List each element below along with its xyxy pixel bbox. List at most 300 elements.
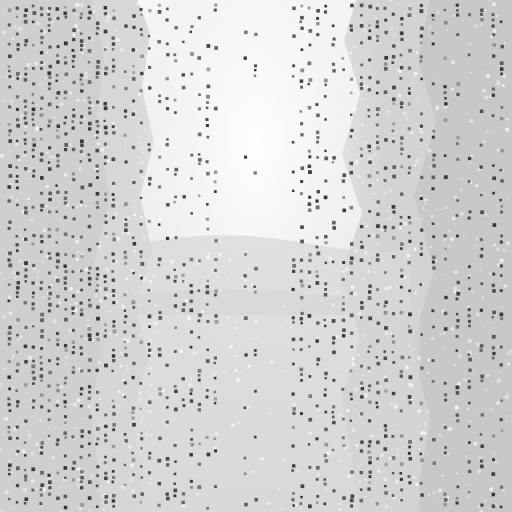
dot-mark: [63, 264, 66, 267]
speckle-mark: [304, 47, 305, 48]
dot-mark: [56, 164, 59, 167]
dot-mark: [244, 316, 248, 320]
dot-mark: [181, 274, 184, 277]
speckle-mark: [126, 368, 129, 371]
dot-mark: [392, 165, 396, 169]
dot-mark: [64, 42, 68, 46]
dot-mark: [148, 471, 151, 474]
dot-mark: [48, 303, 52, 307]
speckle-mark: [308, 67, 309, 68]
speckle-mark: [486, 129, 490, 133]
dot-mark: [16, 501, 18, 503]
dot-mark: [206, 203, 209, 206]
dot-mark: [350, 114, 352, 116]
dot-mark: [214, 402, 216, 404]
speckle-mark: [398, 94, 402, 98]
speckle-mark: [497, 379, 501, 383]
dot-mark: [48, 146, 51, 149]
dot-mark: [481, 379, 484, 382]
speckle-mark: [226, 231, 230, 235]
dot-mark: [491, 316, 494, 319]
speckle-mark: [78, 167, 82, 171]
dot-mark: [444, 399, 447, 402]
speckle-mark: [468, 160, 472, 164]
dot-mark: [361, 387, 364, 390]
speckle-mark: [59, 385, 63, 389]
dot-mark: [48, 435, 50, 437]
dot-mark: [492, 458, 495, 461]
dot-mark: [350, 420, 352, 422]
dot-mark: [64, 97, 67, 100]
dot-mark: [324, 288, 327, 291]
speckle-mark: [345, 268, 348, 271]
speckle-mark: [21, 449, 25, 453]
dot-mark: [468, 402, 471, 405]
speckle-mark: [20, 336, 22, 338]
speckle-mark: [76, 206, 79, 209]
dot-mark: [292, 270, 295, 273]
speckle-mark: [363, 28, 367, 32]
dot-mark: [468, 441, 471, 444]
dot-mark: [112, 260, 115, 263]
dot-mark: [392, 312, 395, 315]
dot-mark: [40, 374, 44, 378]
dot-mark: [369, 262, 371, 264]
speckle-mark: [245, 142, 248, 145]
dot-mark: [292, 141, 295, 144]
dot-mark: [207, 507, 209, 509]
speckle-mark: [244, 279, 246, 281]
dot-mark: [96, 120, 99, 123]
dot-mark: [301, 48, 304, 51]
dot-mark: [468, 308, 471, 311]
dot-mark: [206, 172, 210, 176]
dot-mark: [32, 399, 35, 402]
dot-mark: [392, 122, 395, 125]
dot-mark: [80, 144, 83, 147]
dot-mark: [468, 157, 471, 160]
dot-mark: [392, 210, 395, 213]
dot-mark: [360, 41, 363, 44]
dot-mark: [384, 311, 388, 315]
dot-mark: [315, 281, 319, 285]
speckle-mark: [101, 502, 103, 504]
dot-mark: [72, 120, 74, 122]
speckle-mark: [448, 427, 452, 431]
dot-mark: [132, 77, 136, 81]
dot-mark: [444, 452, 447, 455]
dot-mark: [88, 277, 92, 281]
dot-mark: [88, 397, 91, 400]
dot-mark: [63, 12, 67, 16]
dot-mark: [400, 242, 403, 245]
speckle-mark: [320, 66, 323, 69]
speckle-mark: [271, 210, 273, 212]
dot-mark: [350, 78, 353, 81]
dot-mark: [16, 286, 20, 290]
dot-mark: [315, 199, 318, 202]
dot-mark: [24, 211, 28, 215]
dot-mark: [24, 14, 27, 17]
dot-mark: [444, 118, 448, 122]
speckle-mark: [465, 455, 468, 458]
dot-mark: [7, 375, 11, 379]
dot-mark: [96, 505, 98, 507]
dot-mark: [182, 280, 184, 282]
dot-mark: [72, 467, 75, 470]
speckle-mark: [133, 250, 136, 253]
dot-mark: [65, 270, 68, 273]
speckle-mark: [305, 293, 307, 295]
dot-mark: [444, 296, 447, 299]
dot-mark: [198, 259, 201, 262]
speckle-mark: [77, 478, 80, 481]
speckle-mark: [458, 98, 460, 100]
speckle-mark: [397, 424, 399, 426]
speckle-mark: [399, 227, 402, 230]
dot-mark: [445, 248, 447, 250]
dot-mark: [32, 67, 35, 70]
dot-mark: [360, 306, 364, 310]
dot-mark: [190, 438, 193, 441]
speckle-mark: [388, 286, 392, 290]
dot-mark: [96, 277, 99, 280]
dot-mark: [384, 429, 387, 432]
speckle-mark: [186, 178, 189, 181]
dot-mark: [47, 125, 50, 128]
dot-mark: [500, 399, 503, 402]
dot-mark: [457, 82, 461, 86]
speckle-mark: [344, 313, 347, 316]
dot-mark: [480, 375, 484, 379]
speckle-mark: [376, 3, 378, 5]
speckle-mark: [13, 25, 17, 29]
speckle-mark: [186, 5, 190, 9]
speckle-mark: [476, 313, 479, 316]
dot-mark: [300, 16, 304, 20]
dot-mark: [80, 139, 84, 143]
speckle-mark: [11, 472, 13, 474]
dot-mark: [112, 505, 115, 508]
speckle-mark: [276, 92, 279, 95]
dot-mark: [80, 279, 83, 282]
dot-mark: [468, 216, 471, 219]
speckle-mark: [266, 185, 267, 186]
dot-mark: [16, 72, 20, 76]
dot-mark: [323, 319, 325, 321]
speckle-mark: [431, 337, 435, 341]
speckle-mark: [248, 406, 251, 409]
dot-mark: [401, 356, 405, 360]
speckle-mark: [453, 286, 457, 290]
dot-mark: [342, 444, 345, 447]
dot-mark: [56, 97, 58, 99]
dot-mark: [55, 80, 57, 82]
dot-mark: [324, 394, 327, 397]
dot-mark: [368, 109, 371, 112]
dot-mark: [376, 224, 380, 228]
dot-mark: [166, 138, 168, 140]
speckle-mark: [76, 258, 79, 261]
dot-mark: [190, 480, 193, 483]
speckle-mark: [339, 20, 341, 22]
dot-mark: [350, 398, 353, 401]
dot-mark: [8, 43, 11, 46]
speckle-mark: [297, 469, 300, 472]
dot-mark: [9, 174, 13, 178]
speckle-mark: [153, 448, 155, 450]
dot-mark: [420, 459, 424, 463]
speckle-mark: [431, 215, 434, 218]
dot-mark: [444, 175, 448, 179]
dot-mark: [112, 157, 116, 161]
speckle-mark: [23, 264, 25, 266]
dot-mark: [24, 151, 27, 154]
dot-mark: [56, 253, 60, 257]
dot-mark: [299, 368, 303, 372]
dot-mark: [56, 363, 58, 365]
dot-mark: [125, 218, 128, 221]
dot-mark: [384, 19, 387, 22]
dot-mark: [88, 267, 91, 270]
dot-mark: [96, 437, 99, 440]
dot-mark: [132, 417, 135, 420]
dot-mark: [174, 99, 177, 102]
dot-mark: [316, 17, 319, 20]
speckle-mark: [31, 479, 35, 483]
dot-mark: [8, 55, 11, 58]
dot-mark: [368, 184, 371, 187]
dot-mark: [292, 492, 295, 495]
dot-mark: [500, 179, 503, 182]
dot-mark: [190, 73, 193, 76]
dot-mark: [244, 253, 247, 256]
dot-mark: [80, 476, 84, 480]
dot-mark: [148, 401, 152, 405]
speckle-mark: [476, 342, 480, 346]
dot-mark: [96, 243, 98, 245]
dot-mark: [48, 371, 52, 375]
dot-mark: [158, 257, 162, 261]
speckle-mark: [210, 269, 212, 271]
speckle-mark: [353, 107, 357, 111]
speckle-mark: [487, 374, 490, 377]
speckle-mark: [450, 59, 451, 60]
speckle-mark: [102, 70, 104, 72]
dot-mark: [432, 83, 435, 86]
speckle-mark: [151, 395, 154, 398]
speckle-mark: [253, 271, 254, 272]
dot-mark: [376, 339, 379, 342]
speckle-mark: [47, 93, 49, 95]
dot-mark: [316, 321, 319, 324]
speckle-mark: [260, 457, 264, 461]
dot-mark: [139, 382, 142, 385]
dot-mark: [376, 171, 379, 174]
speckle-mark: [493, 243, 496, 246]
dot-mark: [40, 61, 43, 64]
dot-mark: [420, 176, 423, 179]
speckle-mark: [81, 52, 83, 54]
dot-mark: [480, 465, 484, 469]
dot-mark: [456, 335, 459, 338]
dot-mark: [376, 356, 378, 358]
dot-mark: [400, 147, 403, 150]
dot-mark: [32, 371, 35, 374]
speckle-mark: [442, 240, 445, 243]
dot-mark: [124, 87, 127, 90]
speckle-mark: [164, 141, 167, 144]
dot-mark: [166, 493, 169, 496]
speckle-mark: [288, 185, 291, 188]
dot-mark: [408, 13, 412, 17]
dot-mark: [368, 24, 371, 27]
dot-mark: [408, 92, 411, 95]
speckle-mark: [79, 203, 82, 206]
dot-mark: [190, 388, 193, 391]
speckle-mark: [117, 404, 120, 407]
dot-mark: [342, 209, 346, 213]
speckle-mark: [103, 508, 105, 510]
dot-mark: [111, 481, 114, 484]
speckle-mark: [54, 17, 56, 19]
speckle-mark: [389, 206, 391, 208]
dot-mark: [57, 91, 61, 95]
dot-mark: [316, 495, 319, 498]
dot-mark: [89, 101, 92, 104]
dot-mark: [112, 494, 116, 498]
dot-mark: [316, 275, 319, 278]
speckle-mark: [150, 424, 153, 427]
dot-mark: [324, 372, 327, 375]
speckle-mark: [224, 71, 226, 73]
dot-mark: [400, 499, 402, 501]
dot-mark: [132, 100, 135, 103]
dot-mark: [244, 56, 247, 59]
dot-mark: [96, 369, 99, 372]
dot-mark: [40, 451, 43, 454]
dot-mark: [48, 486, 51, 489]
dot-mark: [300, 27, 303, 30]
dot-mark: [32, 113, 35, 116]
dot-mark: [132, 458, 136, 462]
dot-mark: [383, 7, 386, 10]
speckle-mark: [49, 155, 52, 158]
speckle-mark: [222, 370, 225, 373]
dot-mark: [174, 483, 176, 485]
speckle-mark: [203, 99, 205, 101]
dot-mark: [360, 499, 364, 503]
dot-mark: [468, 288, 471, 291]
dot-mark: [349, 24, 352, 27]
dot-mark: [166, 276, 170, 280]
dot-mark: [123, 330, 126, 333]
dot-mark: [48, 286, 51, 289]
speckle-mark: [465, 372, 467, 374]
speckle-mark: [397, 453, 399, 455]
dot-mark: [104, 364, 108, 368]
dot-mark: [368, 29, 371, 32]
dot-mark: [124, 223, 127, 226]
speckle-mark: [351, 455, 353, 457]
speckle-mark: [128, 444, 132, 448]
speckle-mark: [429, 166, 432, 169]
dot-mark: [96, 101, 99, 104]
speckle-mark: [489, 272, 492, 275]
speckle-mark: [492, 29, 496, 33]
dot-mark: [316, 252, 320, 256]
dot-mark: [420, 242, 423, 245]
dot-mark: [190, 258, 194, 262]
dot-mark: [292, 338, 296, 342]
dot-mark: [24, 78, 28, 82]
speckle-mark: [17, 338, 20, 341]
dot-mark: [350, 393, 353, 396]
dot-mark: [112, 405, 115, 408]
dot-mark: [316, 9, 320, 13]
speckle-mark: [503, 285, 505, 287]
dot-mark: [492, 284, 495, 287]
dot-mark: [214, 269, 217, 272]
dot-mark: [350, 292, 353, 295]
speckle-mark: [469, 119, 473, 123]
dot-mark: [368, 296, 372, 300]
speckle-mark: [420, 217, 424, 221]
dot-mark: [112, 125, 115, 128]
dot-mark: [72, 294, 75, 297]
dot-mark: [166, 18, 169, 21]
dot-mark: [72, 108, 75, 111]
dot-mark: [166, 203, 170, 207]
speckle-mark: [281, 305, 284, 308]
dot-mark: [332, 161, 334, 163]
dot-mark: [376, 25, 379, 28]
dot-mark: [24, 441, 26, 443]
speckle-mark: [11, 386, 13, 388]
dot-mark: [244, 353, 247, 356]
dot-mark: [480, 504, 483, 507]
dot-mark: [300, 338, 303, 341]
dot-mark: [206, 124, 209, 127]
speckle-mark: [133, 213, 136, 216]
dot-mark: [206, 349, 209, 352]
dot-mark: [376, 502, 379, 505]
dot-mark: [8, 221, 11, 224]
speckle-mark: [126, 291, 128, 293]
dot-mark: [88, 385, 91, 388]
dot-mark: [64, 377, 67, 380]
dot-mark: [64, 382, 67, 385]
speckle-mark: [460, 212, 463, 215]
dot-mark: [492, 504, 496, 508]
dot-mark: [214, 258, 217, 261]
dot-mark: [64, 216, 67, 219]
dot-mark: [377, 322, 380, 325]
speckle-mark: [53, 319, 57, 323]
dot-mark: [15, 166, 17, 168]
speckle-mark: [140, 422, 143, 425]
speckle-mark: [259, 73, 263, 77]
speckle-mark: [213, 279, 216, 282]
dot-mark: [479, 165, 482, 168]
speckle-mark: [114, 29, 117, 32]
dot-mark: [112, 48, 114, 50]
dot-mark: [24, 383, 27, 386]
speckle-mark: [151, 494, 152, 495]
dot-mark: [32, 102, 34, 104]
dot-mark: [384, 424, 387, 427]
speckle-mark: [124, 147, 126, 149]
